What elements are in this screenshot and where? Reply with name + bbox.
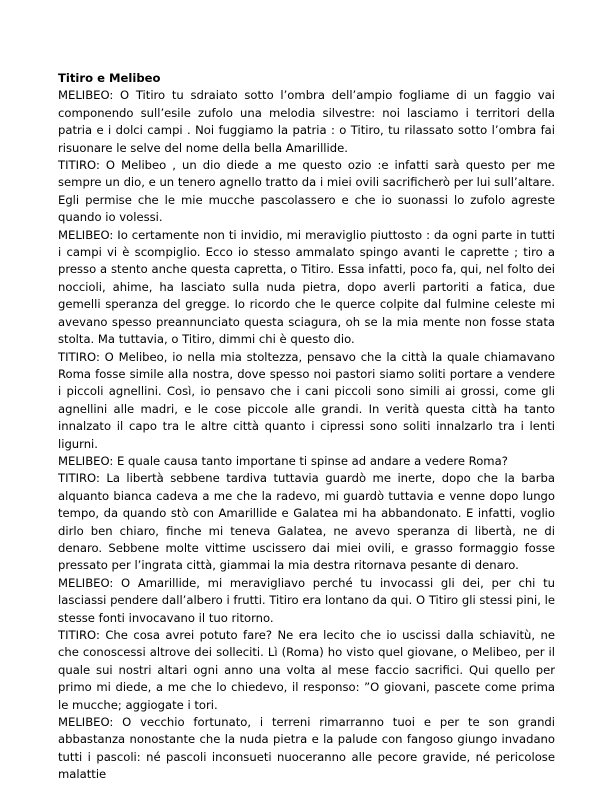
dialogue-paragraph-titiro-1: TITIRO: O Melibeo , un dio diede a me questo ozio :e infatti sarà questo per me sempre un dio, e un tenero agnello tratto da i miei ovili sacrificherò per lui sull’altare. Egli permise che le mie mucche pascolassero e che io suonassi lo zufolo agreste quando io volessi. <box>58 158 555 225</box>
dialogue-paragraph-titiro-4: TITIRO: Che cosa avrei potuto fare? Ne era lecito che io uscissi dalla schiavitù, ne che conoscessi altrove dei solleciti. Lì (Roma) ho visto quel giovane, o Melibeo, per il quale sui nostri altari ogni anno una volta al mese faccio sacrifici. Qui quello per primo mi diede, a me che lo chiedevo, il responso: ”O giovani, pascete come prima le mucche; aggiogate i tori. <box>58 628 555 712</box>
dialogue-paragraph-titiro-3: TITIRO: La libertà sebbene tardiva tuttavia guardò me inerte, dopo che la barba alquanto bianca cadeva a me che la radevo, mi guardò tuttavia e venne dopo lungo tempo, da quando stò con Amarillide e Galatea mi ha abbandonato. E infatti, voglio dirlo ben chiaro, finche mi teneva Galatea, ne avevo speranza di libertà, ne di denaro. Sebbene molte vittime uscissero dai miei ovili, e grasso formaggio fosse pressato per l’ingrata città, giammai la mia destra ritornava pesante di denaro. <box>58 471 555 573</box>
dialogue-paragraph-melibeo-4: MELIBEO: O Amarillide, mi meravigliavo perché tu invocassi gli dei, per chi tu lasciassi pendere dall’albero i frutti. Titiro era lontano da qui. O Titiro gli stessi pini, le stesse fonti invocavano il tuo ritorno. <box>58 575 555 625</box>
dialogue-paragraph-titiro-2: TITIRO: O Melibeo, io nella mia stoltezza, pensavo che la città la quale chiamavano Roma fosse simile alla nostra, dove spesso noi pastori siamo soliti portare a vendere i piccoli agnellini. Così, io pensavo che i cani piccoli sono simili ai grossi, come gli agnellini alle madri, e le cose piccole alle grandi. In verità questa città ha tanto innalzato il capo tra le altre città quanto i cipressi sono soliti innalzarlo tra i lenti ligurni. <box>58 349 555 451</box>
dialogue-paragraph-melibeo-2: MELIBEO: Io certamente non ti invidio, mi meraviglio piuttosto : da ogni parte in tutti i campi vi è scompiglio. Ecco io stesso ammalato spingo avanti le caprette ; tiro a presso a stento anche questa capretta, o Titiro. Essa infatti, poco fa, qui, nel folto dei noccioli, ahime, ha lasciato sulla nuda pietra, dopo averli partoriti a fatica, due gemelli speranza del gregge. Io ricordo che le querce colpite dal fulmine celeste mi avevano spesso preannunciato questa sciagura, oh se la mia mente non fosse stata stolta. Ma tuttavia, o Titiro, dimmi chi è questo dio. <box>58 227 555 347</box>
dialogue-paragraph-melibeo-1: MELIBEO: O Titiro tu sdraiato sotto l’ombra dell’ampio fogliame di un faggio vai componendo sull’esile zufolo una melodia silvestre: noi lasciamo i territori della patria e i dolci campi . Noi fuggiamo la patria : o Titiro, tu rilassato sotto l’ombra fai risuonare le selve del nome della bella Amarillide. <box>58 88 555 155</box>
dialogue-paragraph-melibeo-3: MELIBEO: E quale causa tanto importane ti spinse ad andare a vedere Roma? <box>58 453 508 468</box>
dialogue-paragraph-melibeo-5: MELIBEO: O vecchio fortunato, i terreni rimarranno tuoi e per te son grandi abbastanza nonostante che la nuda pietra e la palude con fangoso giungo invadano tutti i pascoli: né pascoli inconsueti nuoceranno alle pecore gravide, né pericolose malattie <box>58 715 555 782</box>
document-page <box>58 70 555 784</box>
document-title: Titiro e Melibeo <box>58 71 161 85</box>
